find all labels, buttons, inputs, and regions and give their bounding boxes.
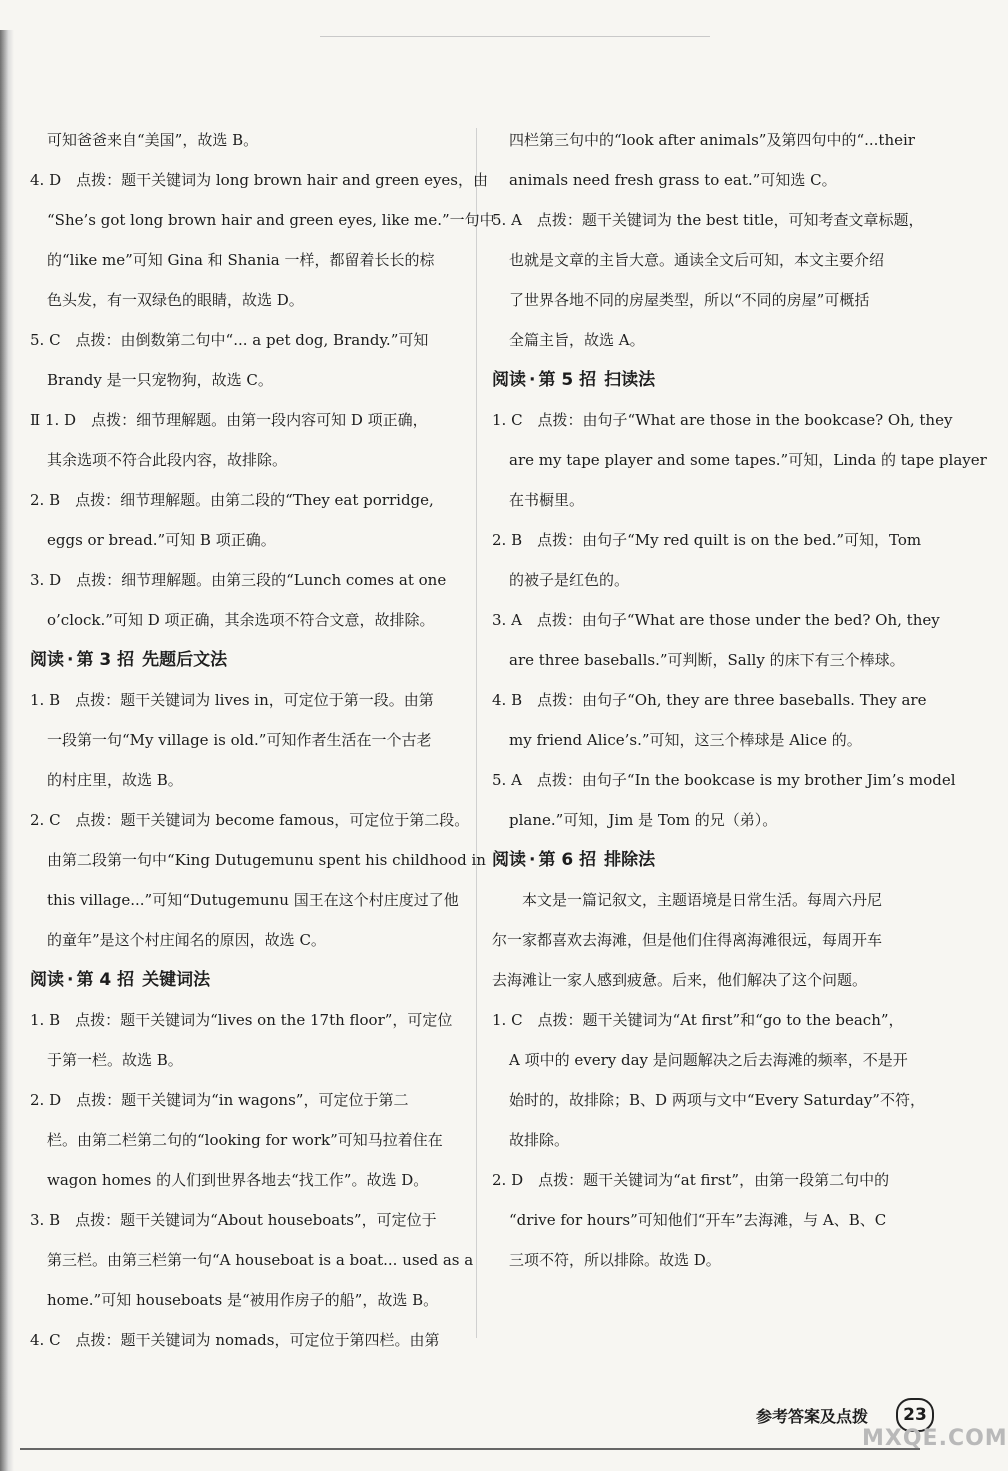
page-edge-shadow: [0, 30, 14, 1471]
section-heading-title: 先题后文法: [142, 650, 228, 670]
text-line: 故排除。: [509, 1131, 570, 1149]
text-line: 4. C 点拨：题干关键词为 nomads，可定位于第四栏。由第: [30, 1331, 440, 1349]
text-line: 全篇主旨，故选 A。: [509, 331, 645, 349]
text-line: animals need fresh grass to eat.”可知选 C。: [509, 171, 837, 189]
text-line: 去海滩让一家人感到疲惫。后来，他们解决了这个问题。: [492, 971, 868, 989]
bottom-rule: [20, 1448, 920, 1450]
text-line: 1. C 点拨：题干关键词为“At first”和“go to the beach”，: [492, 1011, 904, 1029]
section-heading-dot: ·: [67, 970, 74, 990]
text-line: o’clock.”可知 D 项正确，其余选项不符合文意，故排除。: [47, 611, 435, 629]
text-line: 一段第一句“My village is old.”可知作者生活在一个古老: [47, 731, 432, 749]
section-heading-number: 第 6 招: [538, 850, 597, 870]
section-heading-number: 第 4 招: [76, 970, 135, 990]
text-line: 三项不符，所以排除。故选 D。: [509, 1251, 721, 1269]
text-line: 5. C 点拨：由倒数第二句中“... a pet dog, Brandy.”可知: [30, 331, 429, 349]
text-line: 2. C 点拨：题干关键词为 become famous，可定位于第二段。: [30, 811, 470, 829]
text-line: 在书橱里。: [509, 491, 585, 509]
text-line: 1. B 点拨：题干关键词为 lives in，可定位于第一段。由第: [30, 691, 434, 709]
text-line: “She’s got long brown hair and green eyes, like me.”一句中: [47, 211, 495, 229]
text-line: 第三栏。由第三栏第一句“A houseboat is a boat... used as a: [47, 1251, 474, 1269]
section-heading-dot: ·: [529, 370, 536, 390]
text-line: Brandy 是一只宠物狗，故选 C。: [47, 371, 273, 389]
text-line: 1. C 点拨：由句子“What are those in the bookcase? Oh, they: [492, 411, 953, 429]
text-line: 其余选项不符合此段内容，故排除。: [47, 451, 288, 469]
text-line: 3. D 点拨：细节理解题。由第三段的“Lunch comes at one: [30, 571, 447, 589]
text-line: 3. A 点拨：由句子“What are those under the bed? Oh, they: [492, 611, 940, 629]
text-line: home.”可知 houseboats 是“被用作房子的船”，故选 B。: [47, 1291, 439, 1309]
text-line: 2. D 点拨：题干关键词为“at first”，由第一段第二句中的: [492, 1171, 890, 1189]
section-heading-dot: ·: [529, 850, 536, 870]
text-line: wagon homes 的人们到世界各地去“找工作”。故选 D。: [47, 1171, 429, 1189]
left-column: [30, 120, 495, 1360]
text-line: 可知爸爸来自“美国”，故选 B。: [47, 131, 259, 149]
section-heading-title: 关键词法: [142, 970, 211, 990]
text-line: 的“like me”可知 Gina 和 Shania 一样，都留着长长的棕: [47, 251, 435, 269]
text-line: 始时的，故排除；B、D 两项与文中“Every Saturday”不符，: [509, 1091, 925, 1109]
text-line: 1. B 点拨：题干关键词为“lives on the 17th floor”，可定位: [30, 1011, 453, 1029]
text-line: eggs or bread.”可知 B 项正确。: [47, 531, 276, 549]
section-heading-title: 排除法: [604, 850, 656, 870]
text-line: 2. B 点拨：细节理解题。由第二段的“They eat porridge,: [30, 491, 434, 509]
text-line: 的村庄里，故选 B。: [47, 771, 183, 789]
text-line: A 项中的 every day 是问题解决之后去海滩的频率，不是开: [509, 1051, 908, 1069]
section-heading-label: 阅读: [492, 370, 526, 390]
text-line: 由第二段第一句中“King Dutugemunu spent his childhood in: [47, 851, 486, 869]
text-line: 4. D 点拨：题干关键词为 long brown hair and green eyes，由: [30, 171, 488, 189]
section-heading-dot: ·: [67, 650, 74, 670]
column-divider: [476, 128, 477, 1338]
section-heading: [492, 360, 937, 400]
section-heading: [492, 840, 937, 880]
text-line: this village...”可知“Dutugemunu 国王在这个村庄度过了他: [47, 891, 459, 909]
section-heading-label: 阅读: [492, 850, 526, 870]
text-line: 5. A 点拨：由句子“In the bookcase is my brother Jim’s model: [492, 771, 956, 789]
text-line: 3. B 点拨：题干关键词为“About houseboats”，可定位于: [30, 1211, 437, 1229]
text-line: 的童年”是这个村庄闻名的原因，故选 C。: [47, 931, 326, 949]
text-line: 4. B 点拨：由句子“Oh, they are three baseballs. They are: [492, 691, 927, 709]
section-heading-label: 阅读: [30, 650, 64, 670]
watermark: MXQE.COM: [862, 1426, 1008, 1451]
text-line: 栏。由第二栏第二句的“looking for work”可知马拉着住在: [47, 1131, 443, 1149]
section-heading-title: 扫读法: [604, 370, 656, 390]
text-line: Ⅱ 1. D 点拨：细节理解题。由第一段内容可知 D 项正确，: [30, 411, 428, 429]
section-heading: [30, 960, 465, 1000]
section-heading-number: 第 5 招: [538, 370, 597, 390]
right-column: [492, 120, 987, 1280]
text-line: 2. B 点拨：由句子“My red quilt is on the bed.”可知，Tom: [492, 531, 922, 549]
section-heading-label: 阅读: [30, 970, 64, 990]
section-heading: [30, 640, 465, 680]
text-line: 本文是一篇记叙文，主题语境是日常生活。每周六丹尼: [492, 891, 883, 909]
text-line: 色头发，有一双绿色的眼睛，故选 D。: [47, 291, 304, 309]
text-line: plane.”可知，Jim 是 Tom 的兄（弟）。: [509, 811, 778, 829]
page-number: 23: [896, 1398, 934, 1432]
top-rule: [320, 36, 710, 37]
text-line: 5. A 点拨：题干关键词为 the best title，可知考查文章标题，: [492, 211, 924, 229]
text-line: 的被子是红色的。: [509, 571, 630, 589]
text-line: “drive for hours”可知他们“开车”去海滩，与 A、B、C: [509, 1211, 887, 1229]
text-line: are three baseballs.”可判断，Sally 的床下有三个棒球。: [509, 651, 905, 669]
section-heading-number: 第 3 招: [76, 650, 135, 670]
footer-label: 参考答案及点拨: [756, 1407, 869, 1426]
text-line: 四栏第三句中的“look after animals”及第四句中的“...their: [509, 131, 915, 149]
text-line: 了世界各地不同的房屋类型，所以“不同的房屋”可概括: [509, 291, 870, 309]
text-line: are my tape player and some tapes.”可知，Linda 的 tape player: [509, 451, 987, 469]
text-line: my friend Alice’s.”可知，这三个棒球是 Alice 的。: [509, 731, 862, 749]
text-line: 于第一栏。故选 B。: [47, 1051, 183, 1069]
text-line: 尔一家都喜欢去海滩，但是他们住得离海滩很远，每周开车: [492, 931, 883, 949]
text-line: 也就是文章的主旨大意。通读全文后可知，本文主要介绍: [509, 251, 885, 269]
text-line: 2. D 点拨：题干关键词为“in wagons”，可定位于第二: [30, 1091, 409, 1109]
